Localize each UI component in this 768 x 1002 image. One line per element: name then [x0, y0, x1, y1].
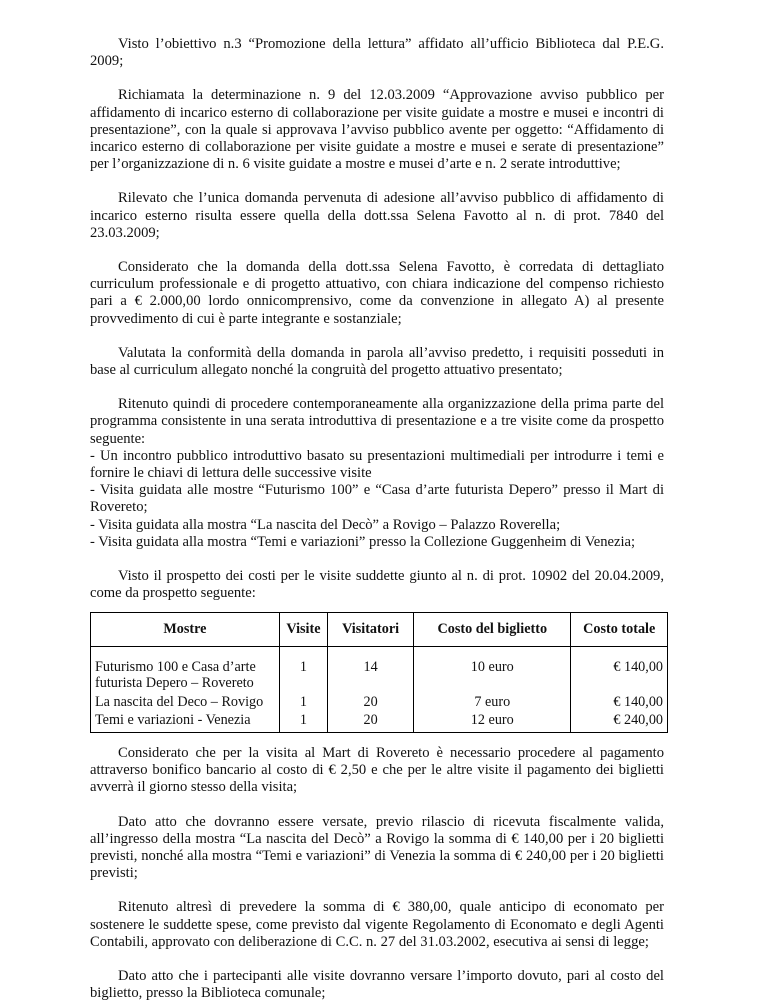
paragraph-versamenti: Dato atto che dovranno essere versate, previo rilascio di ricevuta fiscalmente valida, all’ingresso della mostra “La nascita del Decò” a Rovigo la somma di € 140,00 per i 20 biglietti previsti, nonché alla mostra “Temi e variazioni” di Venezia la somma di € 240,00 per i 20 biglietti previsti; [90, 813, 664, 882]
table-row [91, 693, 668, 712]
table-header-row [91, 613, 668, 647]
list-item: - Visita guidata alla mostra “Temi e variazioni” presso la Collezione Guggenheim di Venezia; [90, 533, 636, 550]
paragraph-curriculum: Considerato che la domanda della dott.ssa Selena Favotto, è corredata di dettagliato curriculum professionale e di progetto attuativo, con chiara indicazione del compenso richiesto pari a € 2.000,00 lordo onnicomprensivo, come da convenzione in allegato A) al presente provvedimento di cui è parte integrante e sostanziale; [90, 259, 664, 327]
cell-visite: 1 [279, 693, 327, 712]
paragraph-determinazione: Richiamata la determinazione n. 9 del 12.03.2009 “Approvazione avviso pubblico per affidamento di incarico esterno di collaborazione per visite guidate a mostre e musei e incontri di presentazione”, con la quale si approvava l’avviso pubblico avente per oggetto: “Affidamento di incarico esterno di collaborazione per visite guidate a mostre e musei e serate di presentazione” per l’organizzazione di n. 6 visite guidate a mostre e musei d’arte e n. 2 serate introduttive; [90, 87, 664, 173]
header-visitatori: Visitatori [328, 613, 414, 647]
cell-costo-totale: € 140,00 [571, 693, 668, 712]
cell-mostra: Temi e variazioni - Venezia [91, 711, 280, 732]
header-visite: Visite [279, 613, 327, 647]
paragraph-conformita: Valutata la conformità della domanda in parola all’avviso predetto, i requisiti posseduti in base al curriculum allegato nonché la congruità del progetto attuativo presentato; [90, 344, 664, 379]
cell-costo-biglietto: 12 euro [414, 711, 571, 732]
cell-costo-totale: € 140,00 [571, 646, 668, 693]
paragraph-domanda-pervenuta: Rilevato che l’unica domanda pervenuta di adesione all’avviso pubblico di affidamento di incarico esterno risulta essere quella della dott.ssa Selena Favotto al n. di prot. 7840 del 23.03.2009; [90, 190, 664, 241]
paragraph-partecipanti: Dato atto che i partecipanti alle visite dovranno versare l’importo dovuto, pari al costo del biglietto, presso la Biblioteca comunale; [90, 968, 664, 1002]
header-mostre: Mostre [91, 613, 280, 647]
cell-costo-totale: € 240,00 [571, 711, 668, 732]
cell-costo-biglietto: 10 euro [414, 646, 571, 693]
paragraph-anticipo-economato: Ritenuto altresì di prevedere la somma di € 380,00, quale anticipo di economato per sostenere le suddette spese, come previsto dal vigente Regolamento di Economato e degli Agenti Contabili, approvato con deliberazione di C.C. n. 27 del 31.03.2002, esecutiva ai sensi di legge; [90, 899, 664, 950]
cell-visitatori: 20 [328, 711, 414, 732]
cell-visite: 1 [279, 646, 327, 693]
cell-visitatori: 20 [328, 693, 414, 712]
paragraph-obiettivo: Visto l’obiettivo n.3 “Promozione della lettura” affidato all’ufficio Biblioteca dal P.E.G. 2009; [90, 36, 664, 70]
list-item: - Un incontro pubblico introduttivo basato su presentazioni multimediali per introdurre i temi e fornire le chiavi di lettura delle successive visite [90, 447, 664, 482]
paragraph-bonifico: Considerato che per la visita al Mart di Rovereto è necessario procedere al pagamento attraverso bonifico bancario al costo di € 2,50 e che per le altre visite il pagamento dei biglietti avverrà il giorno stesso della visita; [90, 744, 664, 796]
list-item: - Visita guidata alla mostra “La nascita del Decò” a Rovigo – Palazzo Roverella; [90, 516, 561, 533]
cell-mostra: Futurismo 100 e Casa d’arte futurista Depero – Rovereto [91, 646, 280, 693]
costs-table [90, 612, 668, 733]
header-costo-totale: Costo totale [571, 613, 668, 647]
cell-visite: 1 [279, 711, 327, 732]
cell-costo-biglietto: 7 euro [414, 693, 571, 712]
header-costo-biglietto: Costo del biglietto [414, 613, 571, 647]
table-row [91, 711, 668, 732]
paragraph-prospetto-costi: Visto il prospetto dei costi per le visite suddette giunto al n. di prot. 10902 del 20.04.2009, come da prospetto seguente: [90, 568, 664, 602]
cell-mostra: La nascita del Deco – Rovigo [91, 693, 280, 712]
list-item: - Visita guidata alle mostre “Futurismo 100” e “Casa d’arte futurista Depero” presso il Mart di Rovereto; [90, 482, 664, 516]
table-row [91, 646, 668, 693]
cell-visitatori: 14 [328, 646, 414, 693]
paragraph-programma [90, 396, 664, 551]
programma-intro: Ritenuto quindi di procedere contemporaneamente alla organizzazione della prima parte del programma consistente in una serata introduttiva di presentazione e a tre visite come da prospetto seguente: [90, 396, 664, 447]
